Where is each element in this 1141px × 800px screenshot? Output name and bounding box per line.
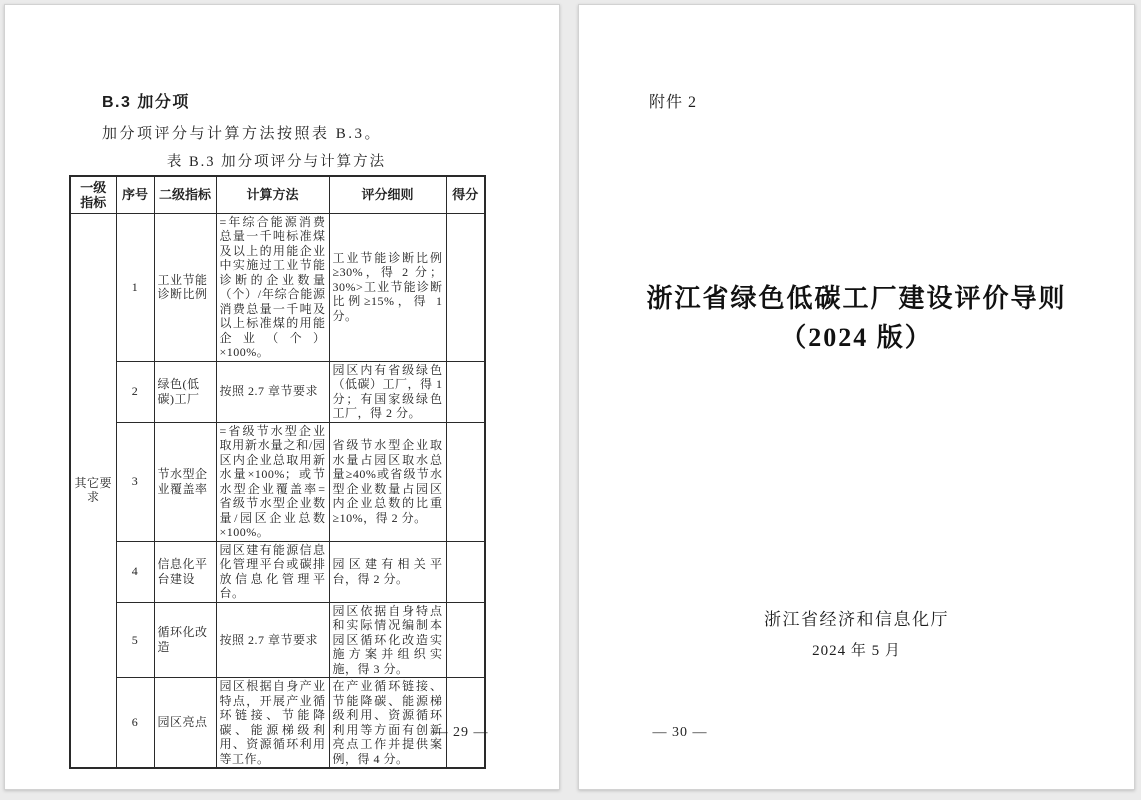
no-cell: 1 [116, 213, 154, 361]
rule-cell: 在产业循环链接、节能降碳、能源梯级利用、资源循环利用等方面有创新亮点工作并提供案例，得 4 分。 [329, 678, 446, 769]
header-level2-indicator: 二级指标 [154, 176, 216, 213]
group-label-cell: 其它要求 [70, 213, 116, 768]
table-row [70, 541, 485, 602]
header-level1-indicator: 一级指标 [70, 176, 116, 213]
indicator-cell: 工业节能诊断比例 [154, 213, 216, 361]
table-caption: 表 B.3 加分项评分与计算方法 [166, 154, 387, 170]
no-cell: 5 [116, 602, 154, 678]
rule-cell: 工业节能诊断比例≥30%，得 2 分；30%>工业节能诊断比例≥15%，得 1 分。 [329, 213, 446, 361]
header-no: 序号 [116, 176, 154, 213]
score-cell [446, 602, 485, 678]
method-cell: =年综合能源消费总量一千吨标准煤及以上的用能企业中实施过工业节能诊断的企业数量（个）/年综合能源消费总量一千吨及以上标准煤的用能企业（个）×100%。 [216, 213, 329, 361]
indicator-cell: 信息化平台建设 [154, 541, 216, 602]
bonus-score-table [69, 175, 486, 769]
table-row [70, 361, 485, 422]
page-29-content [69, 5, 484, 769]
score-cell [446, 541, 485, 602]
indicator-cell: 园区亮点 [154, 678, 216, 769]
document-title-line1: 浙江省绿色低碳工厂建设评价导则 [646, 284, 1067, 313]
no-cell: 4 [116, 541, 154, 602]
method-cell: 园区建有能源信息化管理平台或碳排放信息化管理平台。 [216, 541, 329, 602]
page-number-29: — 29 — [433, 725, 489, 740]
table-header-row [70, 176, 485, 213]
indicator-cell: 节水型企业覆盖率 [154, 422, 216, 541]
no-cell: 3 [116, 422, 154, 541]
method-cell: 按照 2.7 章节要求 [216, 361, 329, 422]
method-cell: =省级节水型企业取用新水量之和/园区内企业总取用新水量×100%；或节水型企业覆盖率=省级节水型企业数量/园区企业总数×100%。 [216, 422, 329, 541]
header-method: 计算方法 [216, 176, 329, 213]
score-cell [446, 213, 485, 361]
score-cell [446, 678, 485, 769]
header-rule: 评分细则 [329, 176, 446, 213]
table-row [70, 213, 485, 361]
no-cell: 6 [116, 678, 154, 769]
rule-cell: 园区建有相关平台，得 2 分。 [329, 541, 446, 602]
table-row [70, 678, 485, 769]
method-cell: 园区根据自身产业特点，开展产业循环链接、节能降碳、能源梯级利用、资源循环利用等工作。 [216, 678, 329, 769]
header-score: 得分 [446, 176, 485, 213]
score-cell [446, 361, 485, 422]
document-title-line2: （2024 版） [780, 323, 933, 352]
attachment-label: 附件 2 [649, 94, 698, 111]
publish-date: 2024 年 5 月 [812, 643, 901, 659]
indicator-cell: 循环化改造 [154, 602, 216, 678]
rule-cell: 省级节水型企业取水量占园区取水总量≥40%或省级节水型企业数量占园区内企业总数的比重≥10%，得 2 分。 [329, 422, 446, 541]
rule-cell: 园区依据自身特点和实际情况编制本园区循环化改造实施方案并组织实施，得 3 分。 [329, 602, 446, 678]
section-heading: B.3 加分项 [102, 94, 190, 111]
intro-text: 加分项评分与计算方法按照表 B.3。 [102, 126, 383, 142]
score-cell [446, 422, 485, 541]
no-cell: 2 [116, 361, 154, 422]
issuer-name: 浙江省经济和信息化厅 [764, 610, 949, 629]
page-30 [578, 4, 1135, 790]
table-row [70, 422, 485, 541]
document-title [579, 279, 1134, 357]
method-cell: 按照 2.7 章节要求 [216, 602, 329, 678]
indicator-cell: 绿色(低碳)工厂 [154, 361, 216, 422]
page-number-30: — 30 — [652, 725, 708, 740]
table-row [70, 602, 485, 678]
rule-cell: 园区内有省级绿色（低碳）工厂，得 1 分；有国家级绿色工厂，得 2 分。 [329, 361, 446, 422]
page-29 [4, 4, 560, 790]
